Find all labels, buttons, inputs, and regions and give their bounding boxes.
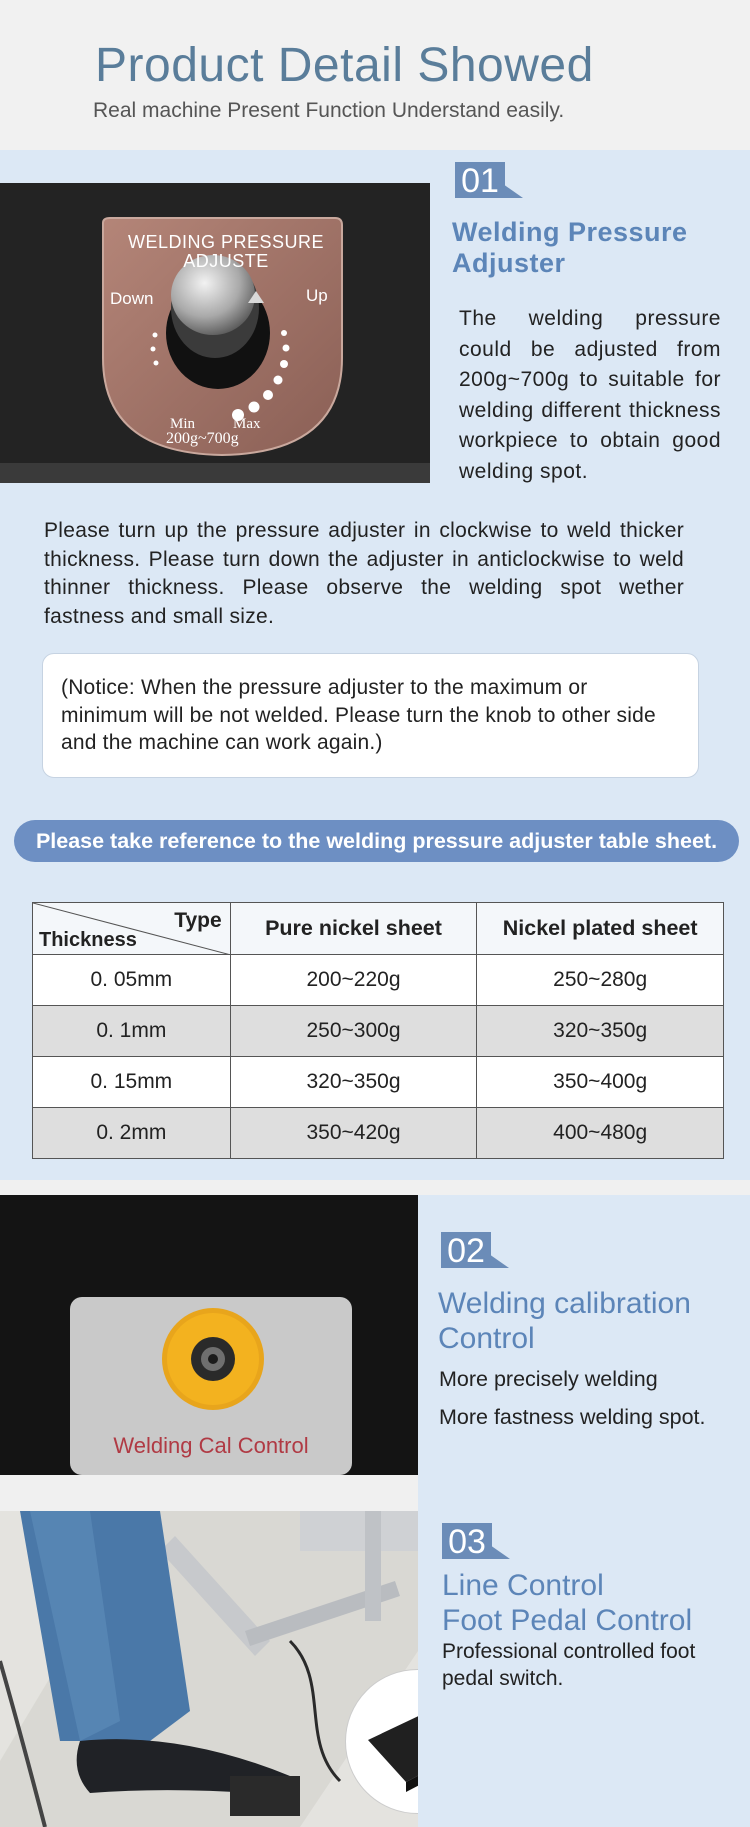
nickel-plated-cell: 320~350g xyxy=(477,1006,724,1057)
instruction-paragraph: Please turn up the pressure adjuster in clockwise to weld thicker thickness. Please turn down the adjuster in anticlockwise to weld thinner thickness. Please observe the welding spot wether fastness and small size. xyxy=(44,519,684,628)
feature3-title-line2: Foot Pedal Control xyxy=(442,1604,693,1637)
plate-range-label: 200g~700g xyxy=(166,430,239,447)
foot-pedal-photo xyxy=(0,1511,418,1827)
column-header-nickel-plated: Nickel plated sheet xyxy=(477,903,724,955)
pure-nickel-cell: 350~420g xyxy=(230,1108,477,1159)
feature-number-02: 02 xyxy=(441,1232,491,1268)
plate-title-label: WELDING PRESSURE ADJUSTE xyxy=(127,232,325,271)
notice-box: (Notice: When the pressure adjuster to the maximum or minimum will be not welded. Please turn the knob to other side and the machine can work again.) xyxy=(42,653,699,778)
nickel-plated-cell: 350~400g xyxy=(477,1057,724,1108)
pressure-reference-table xyxy=(32,902,724,1159)
table-row xyxy=(33,1006,724,1057)
table-row xyxy=(33,955,724,1006)
feature-number-badge-01 xyxy=(455,162,517,200)
page-title: Product Detail Showed xyxy=(95,39,594,92)
feature2-line1: More precisely welding xyxy=(439,1367,658,1391)
calibration-control-photo xyxy=(0,1195,418,1475)
plate-up-label: Up xyxy=(306,286,328,305)
plate-min-label: Min xyxy=(170,416,196,432)
thickness-cell: 0. 2mm xyxy=(33,1108,231,1159)
thickness-cell: 0. 05mm xyxy=(33,955,231,1006)
table-row xyxy=(33,1057,724,1108)
feature1-title: Welding Pressure Adjuster xyxy=(452,217,688,278)
feature1-description: The welding pressure could be adjusted from 200g~700g to suitable for welding different thickness workpiece to obtain good welding spot. xyxy=(459,307,721,483)
badge-tail xyxy=(503,184,523,198)
thickness-cell: 0. 15mm xyxy=(33,1057,231,1108)
corner-type-label: Type xyxy=(174,909,222,932)
reference-banner: Please take reference to the welding pressure adjuster table sheet. xyxy=(14,820,739,862)
page-header xyxy=(0,0,750,150)
nickel-plated-cell: 400~480g xyxy=(477,1108,724,1159)
table-row xyxy=(33,1108,724,1159)
feature2-title: Welding calibration Control xyxy=(438,1287,691,1355)
thickness-cell: 0. 1mm xyxy=(33,1006,231,1057)
pure-nickel-cell: 250~300g xyxy=(230,1006,477,1057)
column-header-pure-nickel: Pure nickel sheet xyxy=(230,903,477,955)
table-header-row xyxy=(33,903,724,955)
nickel-plated-cell: 250~280g xyxy=(477,955,724,1006)
badge-tail xyxy=(489,1254,509,1268)
pure-nickel-cell: 200~220g xyxy=(230,955,477,1006)
plate-down-label: Down xyxy=(110,289,154,308)
calibration-plate-label: Welding Cal Control xyxy=(113,1433,309,1458)
feature3-description: Professional controlled foot pedal switch. xyxy=(442,1640,696,1690)
pure-nickel-cell: 320~350g xyxy=(230,1057,477,1108)
feature-number-03: 03 xyxy=(442,1523,492,1559)
feature-number-badge-02 xyxy=(441,1232,503,1270)
pressure-adjuster-photo xyxy=(0,183,430,483)
badge-tail xyxy=(490,1545,510,1559)
feature2-line2: More fastness welding spot. xyxy=(439,1405,706,1429)
plate-max-label: Max xyxy=(233,416,261,432)
page-subtitle: Real machine Present Function Understand easily. xyxy=(93,99,565,122)
table-corner-cell xyxy=(33,903,231,955)
feature-number-badge-03 xyxy=(442,1523,504,1561)
feature3-title-line1: Line Control xyxy=(442,1569,604,1602)
corner-thickness-label: Thickness xyxy=(39,929,137,951)
feature-number-01: 01 xyxy=(455,162,505,198)
